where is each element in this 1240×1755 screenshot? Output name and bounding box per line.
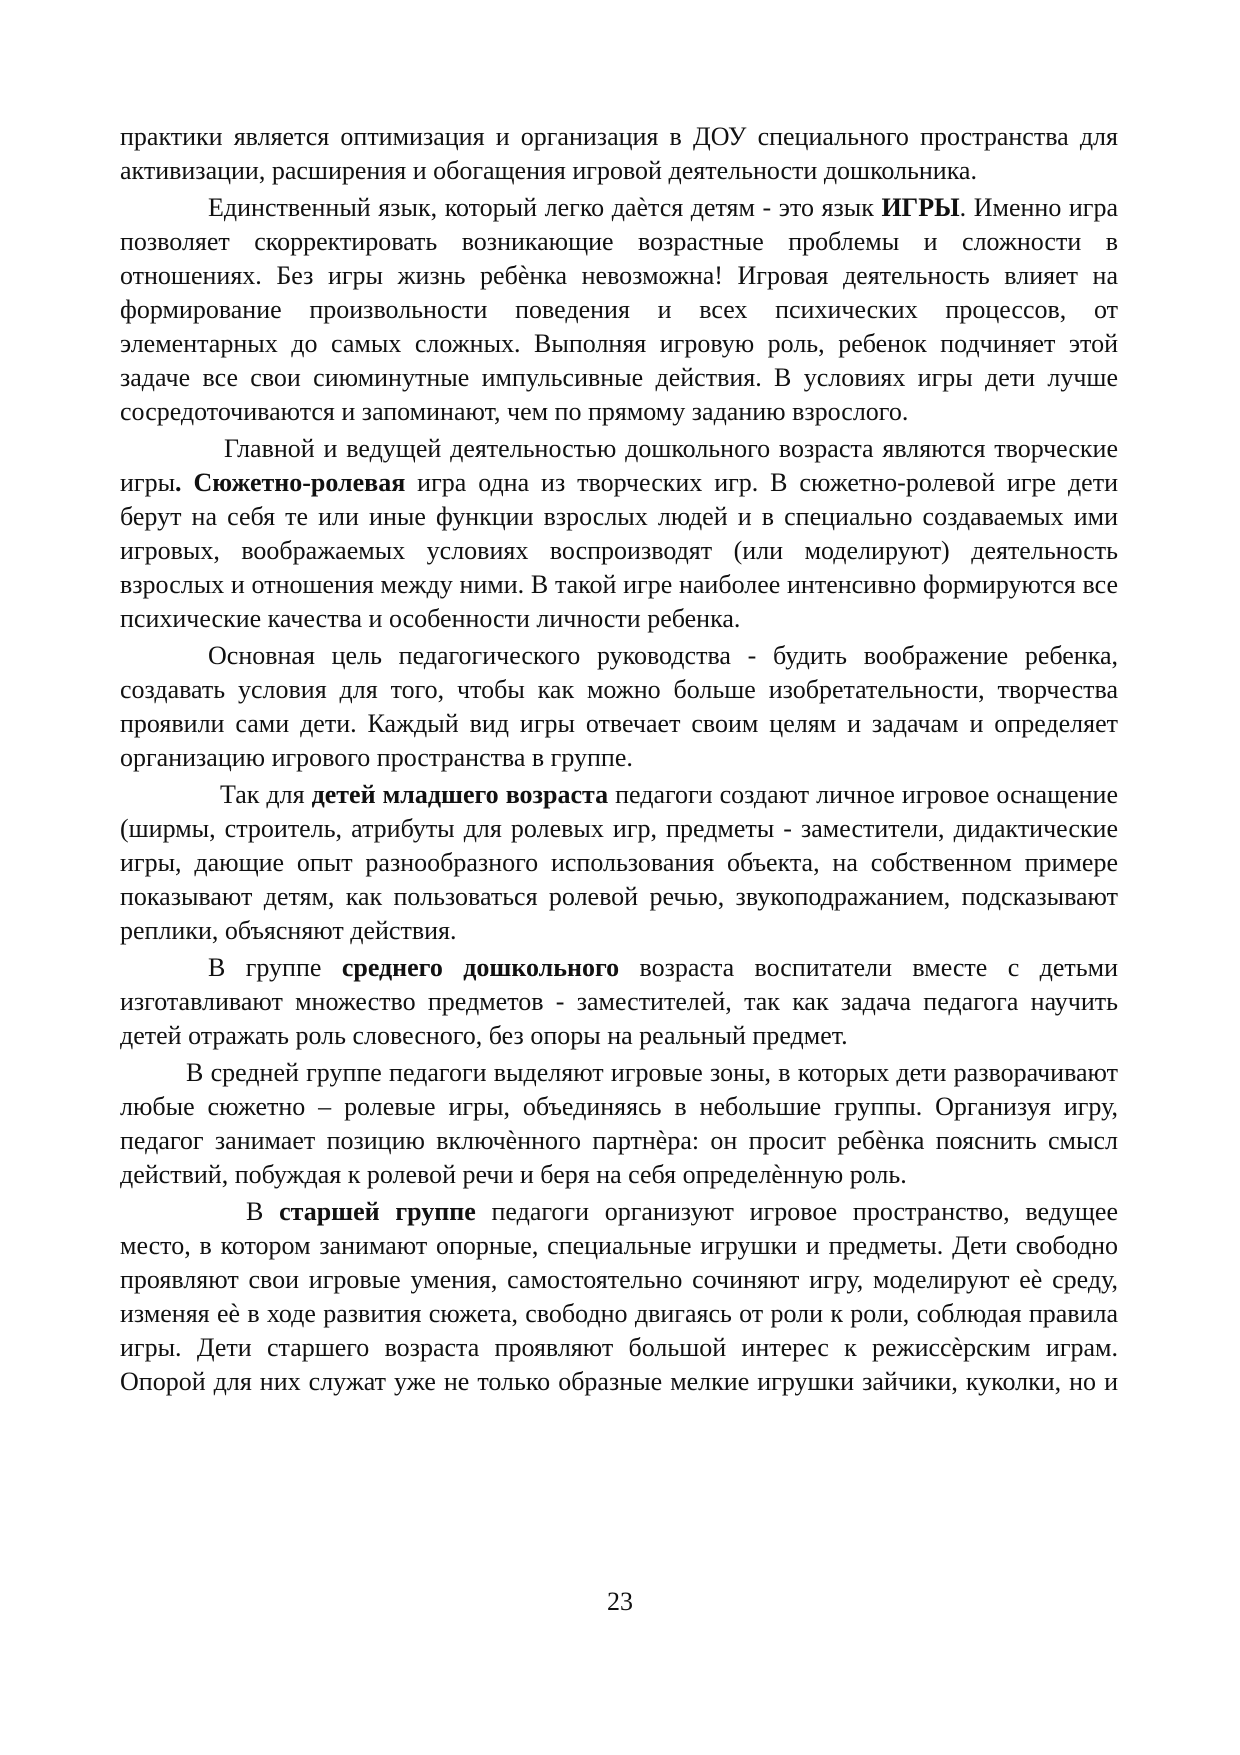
- paragraph-text: возраста воспитатели вместе с детьми изготавливают множество предметов - заместителей, так как задача педагога научить детей отражать роль словесного, без опоры на реальный предмет.: [120, 953, 1118, 1050]
- paragraph-text: педагоги организуют игровое пространство, ведущее место, в котором занимают опорные, специальные игрушки и предметы. Дети свободно проявляют свои игровые умения, самостоятельно сочиняют игру, моделируют еѐ среду, изменяя еѐ в ходе развития сюжета, свободно двигаясь от роли к роли, соблюдая правила игры. Дети старшего возраста проявляют большой интерес к режиссѐрским играм. Опорой для них служат уже не только образные мелкие игрушки зайчики, куколки, но и: [120, 1197, 1119, 1396]
- paragraph-text: игра одна из творческих игр. В сюжетно-ролевой игре дети берут на себя те или иные функции взрослых людей и в специально создаваемых ими игровых, воображаемых условиях воспроизводят (или моделируют) деятельность взрослых и отношения между ними. В такой игре наиболее интенсивно формируются все психические качества и особенности личности ребенка.: [120, 468, 1118, 633]
- bold-term: . Сюжетно-ролевая: [175, 468, 406, 497]
- paragraph-text: Главной и ведущей деятельностью дошкольного возраста являются творческие игры: [120, 434, 1118, 497]
- paragraph-middle-group-zones: [120, 1056, 1118, 1192]
- paragraph-guidance-goal: [120, 639, 1118, 775]
- paragraph-older-group: [120, 1195, 1118, 1399]
- paragraph-younger-age: [120, 778, 1118, 948]
- paragraph-creative-games: [120, 432, 1118, 636]
- paragraph-middle-age: [120, 951, 1118, 1053]
- paragraph-text: практики является оптимизация и организация в ДОУ специального пространства для активизации, расширения и обогащения игровой деятельности дошкольника.: [120, 122, 1118, 185]
- paragraph-intro: [120, 120, 1118, 188]
- bold-term: детей младшего возраста: [311, 780, 609, 809]
- paragraph-text: Так для: [220, 780, 312, 809]
- bold-term: среднего дошкольного: [341, 953, 620, 982]
- paragraph-language-of-play: [120, 191, 1118, 429]
- document-page: [120, 120, 1118, 1402]
- page-number: 23: [607, 1587, 633, 1616]
- paragraph-text: В: [246, 1197, 280, 1226]
- paragraph-text: . Именно игра позволяет скорректировать возникающие возрастные проблемы и сложности в отношениях. Без игры жизнь ребѐнка невозможна! Игровая деятельность влияет на формирование произвольности поведения и всех психических процессов, от элементарных до самых сложных. Выполняя игровую роль, ребенок подчиняет этой задаче все свои сиюминутные импульсивные действия. В условиях игры дети лучше сосредоточиваются и запоминают, чем по прямому заданию взрослого.: [120, 193, 1119, 426]
- paragraph-text: В группе: [208, 953, 342, 982]
- paragraph-text: В средней группе педагоги выделяют игровые зоны, в которых дети разворачивают любые сюжетно – ролевые игры, объединяясь в небольшие группы. Организуя игру, педагог занимает позицию включѐнного партнѐра: он просит ребѐнка пояснить смысл действий, побуждая к ролевой речи и беря на себя определѐнную роль.: [120, 1058, 1118, 1189]
- bold-term: старшей группе: [279, 1197, 476, 1226]
- paragraph-text: педагоги создают личное игровое оснащение (ширмы, строитель, атрибуты для ролевых игр, предметы - заместители, дидактические игры, дающие опыт разнообразного использования объекта, на собственном примере показывают детям, как пользоваться ролевой речью, звукоподражанием, подсказывают реплики, объясняют действия.: [120, 780, 1118, 945]
- bold-term: ИГРЫ: [881, 193, 960, 222]
- paragraph-text: Основная цель педагогического руководства - будить воображение ребенка, создавать условия для того, чтобы как можно больше изобретательности, творчества проявили сами дети. Каждый вид игры отвечает своим целям и задачам и определяет организацию игрового пространства в группе.: [120, 641, 1118, 772]
- paragraph-text: Единственный язык, который легко даѐтся детям - это язык: [208, 193, 882, 222]
